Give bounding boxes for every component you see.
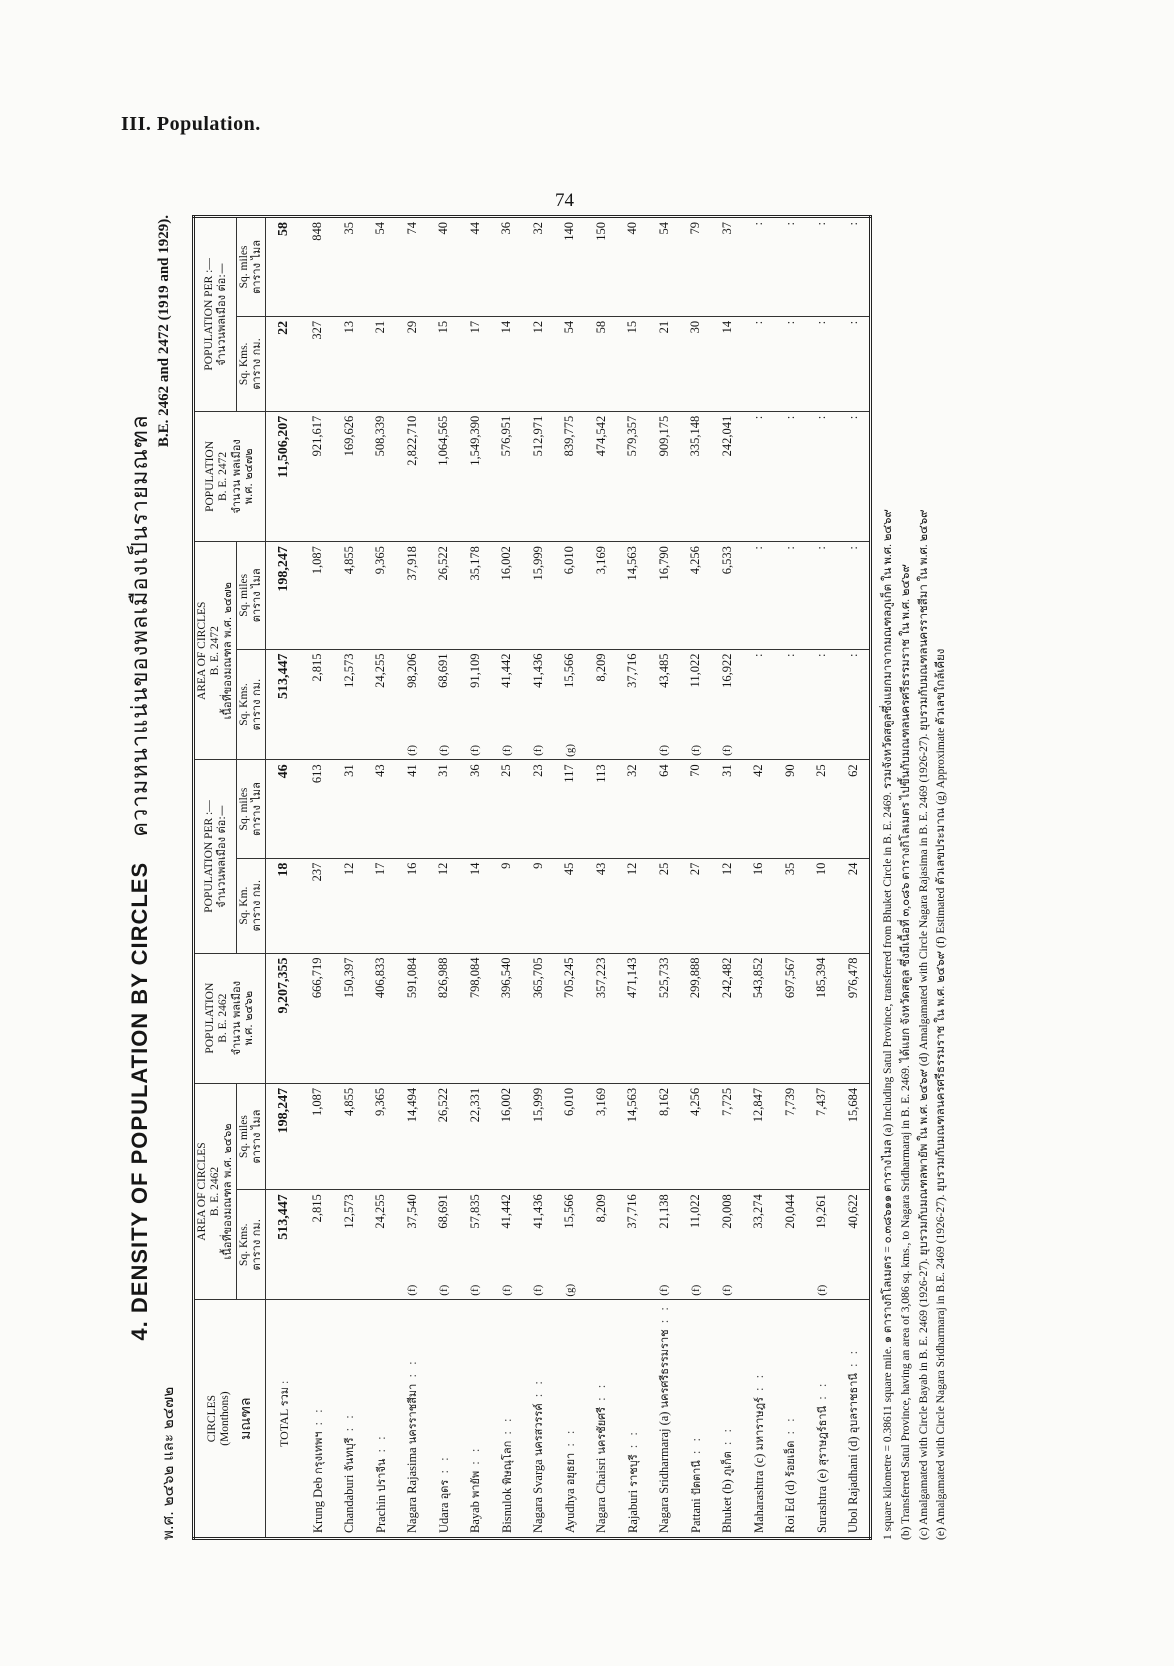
col-pop-2472: POPULATION B. E. 2472 จำนวน พลเมือง พ.ศ. ๒๔๗๒ [194, 411, 266, 541]
cell-a1m: 3,169 [585, 1083, 617, 1189]
cell-d2k: 29 [396, 316, 428, 411]
cell-a1k: 20,008 [719, 1194, 734, 1229]
cell-p1: 697,567 [774, 953, 806, 1083]
cell-a2k: 11,022 [688, 653, 703, 688]
cell-a1m: 4,855 [333, 1083, 365, 1189]
total-pop-1: 9,207,355 [265, 953, 302, 1083]
cell-a2m: 4,855 [333, 542, 365, 649]
cell-d2k: 13 [333, 316, 365, 411]
cell-a1m: 12,847 [743, 1083, 775, 1189]
total-per-2-km: 22 [265, 316, 302, 411]
total-per-1-mile: 46 [265, 760, 302, 858]
sub-sq-miles-4: Sq. miles ตาราง ไมล [237, 217, 266, 317]
circle-name: Prachin ปราจีน : : [365, 1300, 397, 1539]
cell-a2m: 6,010 [554, 542, 586, 649]
circle-name: Krung Deb กรุงเทพฯ : : [302, 1300, 334, 1539]
cell-a1k: 40,622 [845, 1194, 860, 1229]
circle-name: Nagara Chaisri นครชัยศรี : : [585, 1300, 617, 1539]
cell-p2: 1,064,565 [428, 411, 460, 541]
cell-p1: 406,833 [365, 953, 397, 1083]
cell-d1k: 17 [365, 858, 397, 953]
cell-p1: 826,988 [428, 953, 460, 1083]
table-row [459, 217, 491, 1539]
cell-d2k: 54 [554, 316, 586, 411]
cell-a1k: 12,573 [341, 1194, 356, 1229]
cell-d2m: 74 [396, 217, 428, 317]
circle-name: Maharashtra (c) มหาราษฎร์ : : [743, 1300, 775, 1539]
table-title-english: 4. DENSITY OF POPULATION BY CIRCLES [127, 861, 152, 1341]
total-area-1-miles: 198,247 [265, 1083, 302, 1189]
cell-p2: 921,617 [302, 411, 334, 541]
table-row [396, 217, 428, 1539]
cell-a1m: 7,725 [711, 1083, 743, 1189]
cell-f1: (f) [648, 1281, 680, 1300]
cell-a1k: 37,716 [625, 1194, 640, 1229]
cell-f1 [743, 1281, 775, 1300]
circle-name: Pattani ปัตตานี : : [680, 1300, 712, 1539]
cell-d1m: 31 [333, 760, 365, 858]
cell-d1m: 42 [743, 760, 775, 858]
cell-a2m: 35,178 [459, 542, 491, 649]
cell-a1k: 20,044 [782, 1194, 797, 1229]
cell-a1m: 15,999 [522, 1083, 554, 1189]
table-row [774, 217, 806, 1539]
sub-sq-kms-3: Sq. Kms. ตาราง กม. [237, 649, 266, 760]
cell-f1: (f) [428, 1281, 460, 1300]
cell-d1m: 23 [522, 760, 554, 858]
footnotes [880, 215, 951, 1540]
cell-d1k: 14 [459, 858, 491, 953]
page-number: 74 [555, 190, 574, 211]
cell-a2m: 6,533 [711, 542, 743, 649]
cell-p1: 396,540 [491, 953, 523, 1083]
table-row [680, 217, 712, 1539]
col-pop-2462: POPULATION B. E. 2462 จำนวน พลเมือง พ.ศ. ๒๔๖๒ [194, 953, 266, 1083]
cell-a2k: : [751, 653, 766, 658]
cell-a2k: 24,255 [373, 653, 388, 688]
cell-a1m: 7,739 [774, 1083, 806, 1189]
cell-p1: 798,084 [459, 953, 491, 1083]
cell-p1: 525,733 [648, 953, 680, 1083]
cell-a2m: 1,087 [302, 542, 334, 649]
cell-f1 [774, 1281, 806, 1300]
cell-a2m: 14,563 [617, 542, 649, 649]
cell-p1: 242,482 [711, 953, 743, 1083]
table-row [585, 217, 617, 1539]
total-label: TOTAL รวม : [265, 1300, 302, 1539]
density-table [192, 215, 872, 1540]
cell-a1k: 37,540 [404, 1194, 419, 1229]
table-row [302, 217, 334, 1539]
cell-f2 [585, 741, 617, 760]
cell-a2m: 16,790 [648, 542, 680, 649]
col-area-2462: AREA OF CIRCLES B. E. 2462 เนื้อที่ของมณฑล พ.ศ. ๒๔๖๒ [194, 1083, 237, 1299]
cell-a2k: 2,815 [310, 653, 325, 682]
circle-name: Ayudhya อยุธยา : : [554, 1300, 586, 1539]
cell-f2: (f) [459, 741, 491, 760]
total-area-2-kms: 513,447 [275, 653, 291, 700]
circle-name: Nagara Svarga นครสวรรค์ : : [522, 1300, 554, 1539]
cell-d2m: 35 [333, 217, 365, 317]
cell-a1k: 24,255 [373, 1194, 388, 1229]
cell-d2k: 12 [522, 316, 554, 411]
cell-f1: (f) [491, 1281, 523, 1300]
circle-name: Bayab พายัพ : : [459, 1300, 491, 1539]
rotated-table-sheet [122, 215, 1042, 1540]
sub-sq-miles-2: Sq. miles ตาราง ไมล [237, 760, 266, 858]
cell-d2m: 36 [491, 217, 523, 317]
cell-d1k: 27 [680, 858, 712, 953]
table-row [743, 217, 775, 1539]
cell-f1: (f) [680, 1281, 712, 1300]
cell-a1k: 21,138 [656, 1194, 671, 1229]
cell-d2m: : [837, 217, 870, 317]
cell-f1: (f) [522, 1281, 554, 1300]
cell-d1k: 12 [333, 858, 365, 953]
circle-name: Udara อุดร : : [428, 1300, 460, 1539]
cell-d1k: 24 [837, 858, 870, 953]
cell-a1k: 19,261 [814, 1194, 829, 1229]
cell-d1k: 12 [711, 858, 743, 953]
cell-d1m: 25 [806, 760, 838, 858]
footnote-line: (b) Transferred Satul Province, having an area of 3,086 sq. kms., to Nagara Sridharmaraj in B. E. 2469. ได้แยก จังหวัดสตูล ซึ่งมีเนื้อที่ ๓,๐๘๖ ตารางกิโลเมตร ไปขึ้นกับมณฑลนครศรีธรรมราช ใน พ.ศ. ๒๔๖๙ [899, 564, 912, 1540]
cell-f2 [806, 741, 838, 760]
cell-d1m: 31 [428, 760, 460, 858]
cell-a2m: 9,365 [365, 542, 397, 649]
cell-d1m: 36 [459, 760, 491, 858]
cell-a2k: : [782, 653, 797, 658]
total-pop-2: 11,506,207 [265, 411, 302, 541]
cell-a2m: 16,002 [491, 542, 523, 649]
cell-p1: 471,143 [617, 953, 649, 1083]
cell-f2 [743, 741, 775, 760]
cell-p1: 543,852 [743, 953, 775, 1083]
cell-d1k: 45 [554, 858, 586, 953]
cell-p2: 909,175 [648, 411, 680, 541]
col-per-2462: POPULATION PER :— จำนวนพลเมือง ต่อ:— [194, 760, 237, 953]
cell-a1m: 26,522 [428, 1083, 460, 1189]
cell-d2k: : [743, 316, 775, 411]
cell-a2m: 4,256 [680, 542, 712, 649]
cell-p2: 579,357 [617, 411, 649, 541]
cell-p2: 839,775 [554, 411, 586, 541]
cell-d1m: 41 [396, 760, 428, 858]
cell-f1 [585, 1281, 617, 1300]
cell-p2: 576,951 [491, 411, 523, 541]
cell-a1m: 9,365 [365, 1083, 397, 1189]
cell-d2m: 32 [522, 217, 554, 317]
cell-d1k: 237 [302, 858, 334, 953]
cell-a2k: 16,922 [719, 653, 734, 688]
sub-sq-kms-1: Sq. Kms. ตาราง กม. [237, 1190, 266, 1300]
cell-d1m: 613 [302, 760, 334, 858]
circle-name: Surashtra (e) สุราษฎร์ธานี : : [806, 1300, 838, 1539]
cell-d2m: : [806, 217, 838, 317]
cell-f1 [837, 1281, 870, 1300]
sub-sq-miles-3: Sq. miles ตาราง ไมล [237, 542, 266, 649]
cell-d1m: 43 [365, 760, 397, 858]
sub-sq-miles-1: Sq. miles ตาราง ไมล [237, 1083, 266, 1189]
cell-d1m: 25 [491, 760, 523, 858]
cell-d2k: 15 [428, 316, 460, 411]
table-row [522, 217, 554, 1539]
table-row [711, 217, 743, 1539]
cell-a2m: : [774, 542, 806, 649]
cell-f2 [302, 741, 334, 760]
cell-d2k: 21 [648, 316, 680, 411]
cell-d2k: 30 [680, 316, 712, 411]
cell-f2: (g) [554, 741, 586, 760]
cell-d2m: 40 [428, 217, 460, 317]
cell-d1k: 25 [648, 858, 680, 953]
cell-d2m: : [743, 217, 775, 317]
cell-d2m: 40 [617, 217, 649, 317]
cell-a1m: 14,563 [617, 1083, 649, 1189]
cell-p1: 976,478 [837, 953, 870, 1083]
cell-p2: : [837, 411, 870, 541]
cell-p1: 365,705 [522, 953, 554, 1083]
cell-p1: 185,394 [806, 953, 838, 1083]
circle-name: Chandaburi จันทบุรี : : [333, 1300, 365, 1539]
cell-d1k: 35 [774, 858, 806, 953]
table-row [428, 217, 460, 1539]
table-row [491, 217, 523, 1539]
cell-a2k: 41,442 [499, 653, 514, 688]
cell-d1k: 9 [522, 858, 554, 953]
table-title [122, 215, 157, 1540]
cell-f1 [302, 1281, 334, 1300]
cell-d1k: 16 [743, 858, 775, 953]
cell-d2m: 54 [365, 217, 397, 317]
cell-d2m: 54 [648, 217, 680, 317]
table-row [333, 217, 365, 1539]
cell-a2k: : [814, 653, 829, 658]
footnote-line: (e) Amalgamated with Circle Nagara Sridharmaraj in B.E. 2469 (1926-27). ยุบรวมกับมณฑลนครศรีธรรมราช ใน พ.ศ. ๒๔๖๙ (f) Estimated ตัวเลขประมาณ (g) Approximate ตัวเลขใกล้เคียง [935, 648, 948, 1540]
cell-p1: 299,888 [680, 953, 712, 1083]
cell-p2: 508,339 [365, 411, 397, 541]
cell-d2k: : [774, 316, 806, 411]
total-per-1-km: 18 [265, 858, 302, 953]
cell-a2k: 12,573 [341, 653, 356, 688]
cell-a2k: 15,566 [562, 653, 577, 688]
cell-a1m: 4,256 [680, 1083, 712, 1189]
cell-p1: 357,223 [585, 953, 617, 1083]
cell-d1m: 64 [648, 760, 680, 858]
cell-d1k: 9 [491, 858, 523, 953]
cell-a1k: 15,566 [562, 1194, 577, 1229]
cell-a2k: 8,209 [593, 653, 608, 682]
cell-a2m: : [743, 542, 775, 649]
cell-f1: (f) [806, 1281, 838, 1300]
cell-a1m: 8,162 [648, 1083, 680, 1189]
cell-d1m: 62 [837, 760, 870, 858]
cell-p1: 666,719 [302, 953, 334, 1083]
cell-d2k: 58 [585, 316, 617, 411]
circle-name: Bhuket (b) ภูเก็ต : : [711, 1300, 743, 1539]
cell-a1m: 14,494 [396, 1083, 428, 1189]
cell-p2: : [743, 411, 775, 541]
cell-f2: (f) [648, 741, 680, 760]
cell-f2 [617, 741, 649, 760]
cell-a2m: : [806, 542, 838, 649]
cell-a2m: 26,522 [428, 542, 460, 649]
cell-d2m: 79 [680, 217, 712, 317]
cell-d1k: 12 [617, 858, 649, 953]
cell-f2: (f) [396, 741, 428, 760]
cell-a2k: 98,206 [404, 653, 419, 688]
circle-name: Nagara Rajasima นครราชสีมา : : [396, 1300, 428, 1539]
col-circles: CIRCLES (Monthons) มณฑล [194, 1300, 266, 1539]
section-title: III. Population. [121, 113, 261, 135]
cell-p2: 242,041 [711, 411, 743, 541]
cell-p2: : [806, 411, 838, 541]
cell-d2k: : [806, 316, 838, 411]
cell-a1k: 41,442 [499, 1194, 514, 1229]
cell-p2: 169,626 [333, 411, 365, 541]
cell-d2k: 17 [459, 316, 491, 411]
table-row [554, 217, 586, 1539]
circle-name: Rajaburi ราชบุรี : : [617, 1300, 649, 1539]
cell-d2m: 140 [554, 217, 586, 317]
cell-f2 [837, 741, 870, 760]
cell-f2: (f) [680, 741, 712, 760]
cell-f1: (f) [711, 1281, 743, 1300]
cell-a1k: 8,209 [593, 1194, 608, 1223]
cell-f1: (g) [554, 1281, 586, 1300]
cell-a2k: : [845, 653, 860, 658]
sub-sq-km-2: Sq. Km. ตาราง กม. [237, 858, 266, 953]
cell-a2m: 15,999 [522, 542, 554, 649]
circle-name: Nagara Sridharmaraj (a) นครศรีธรรมราช : : [648, 1300, 680, 1539]
cell-a1k: 11,022 [688, 1194, 703, 1229]
cell-p1: 591,084 [396, 953, 428, 1083]
cell-d1k: 16 [396, 858, 428, 953]
cell-a1k: 41,436 [530, 1194, 545, 1229]
cell-a1m: 22,331 [459, 1083, 491, 1189]
cell-d2k: 15 [617, 316, 649, 411]
cell-p2: 512,971 [522, 411, 554, 541]
cell-d2k: 327 [302, 316, 334, 411]
cell-a1k: 2,815 [310, 1194, 325, 1223]
cell-p2: 2,822,710 [396, 411, 428, 541]
cell-f1: (f) [396, 1281, 428, 1300]
total-per-2-mile: 58 [265, 217, 302, 317]
cell-f2 [333, 741, 365, 760]
total-area-1-kms: 513,447 [275, 1194, 291, 1240]
cell-d1m: 117 [554, 760, 586, 858]
footnote-line: 1 square kilometre = 0.38611 square mile. ๑ ตารางกิโลเมตร = ๐.๓๘๖๑๑ ตารางไมล (a) Including Satul Province, transferred from Bhuket Circle in B. E. 2469. รวมจังหวัดสตูลซึ่งแยกมาจากมณฑลภูเก็ต ใน พ.ศ. ๒๔๖๙ [881, 509, 894, 1540]
cell-p2: : [774, 411, 806, 541]
cell-d2m: 848 [302, 217, 334, 317]
cell-p1: 705,245 [554, 953, 586, 1083]
table-row [365, 217, 397, 1539]
cell-d1m: 90 [774, 760, 806, 858]
cell-a1m: 6,010 [554, 1083, 586, 1189]
cell-p2: 474,542 [585, 411, 617, 541]
col-area-2472: AREA OF CIRCLES B. E. 2472 เนื้อที่ของมณฑล พ.ศ. ๒๔๗๒ [194, 542, 237, 760]
cell-d1m: 31 [711, 760, 743, 858]
cell-a1k: 33,274 [751, 1194, 766, 1229]
cell-d2k: 14 [711, 316, 743, 411]
cell-f1 [617, 1281, 649, 1300]
table-row [648, 217, 680, 1539]
cell-d1k: 10 [806, 858, 838, 953]
cell-a1m: 16,002 [491, 1083, 523, 1189]
cell-d2k: 21 [365, 316, 397, 411]
cell-p1: 150,397 [333, 953, 365, 1083]
cell-d1m: 113 [585, 760, 617, 858]
table-title-thai: ความหนาแน่นของพลเมืองเป็นรายมณฑล [128, 414, 153, 837]
cell-f2 [774, 741, 806, 760]
circle-name: Roi Ed (d) ร้อยเอ็ด : : [774, 1300, 806, 1539]
cell-f2: (f) [711, 741, 743, 760]
cell-a2m: 37,918 [396, 542, 428, 649]
col-per-2472: POPULATION PER :— จำนวนพลเมือง ต่อ:— [194, 217, 237, 412]
cell-a2k: 41,436 [530, 653, 545, 688]
cell-f2: (f) [491, 741, 523, 760]
cell-f1: (f) [459, 1281, 491, 1300]
cell-d2m: 37 [711, 217, 743, 317]
cell-d2m: : [774, 217, 806, 317]
cell-d2k: : [837, 316, 870, 411]
header-years: B.E. 2462 and 2472 (1919 and 1929). [156, 215, 172, 448]
cell-a1m: 7,437 [806, 1083, 838, 1189]
sub-sq-kms-4: Sq. Kms. ตาราง กม. [237, 316, 266, 411]
cell-a2k: 37,716 [625, 653, 640, 688]
cell-d2m: 150 [585, 217, 617, 317]
cell-a1k: 57,835 [467, 1194, 482, 1229]
cell-d1m: 70 [680, 760, 712, 858]
cell-d2m: 44 [459, 217, 491, 317]
header-thai-years: พ.ศ. ๒๔๖๒ และ ๒๔๗๒ [159, 1386, 177, 1540]
table-row [837, 217, 870, 1539]
sheet-header [122, 215, 192, 1540]
cell-p2: 1,549,390 [459, 411, 491, 541]
total-area-2-miles: 198,247 [265, 542, 302, 649]
cell-a2m: : [837, 542, 870, 649]
cell-a2k: 91,109 [467, 653, 482, 688]
table-row [617, 217, 649, 1539]
cell-a2k: 43,485 [656, 653, 671, 688]
table-row [806, 217, 838, 1539]
cell-a1m: 15,684 [837, 1083, 870, 1189]
cell-d2k: 14 [491, 316, 523, 411]
circle-name: Ubol Rajadhani (d) อุบลราชธานี : : [837, 1300, 870, 1539]
cell-p2: 335,148 [680, 411, 712, 541]
cell-d1m: 32 [617, 760, 649, 858]
cell-f1 [365, 1281, 397, 1300]
cell-d1k: 12 [428, 858, 460, 953]
cell-a1m: 1,087 [302, 1083, 334, 1189]
total-row [265, 217, 302, 1539]
cell-f2 [365, 741, 397, 760]
cell-d1k: 43 [585, 858, 617, 953]
circle-name: Bisnulok พิษณุโลก : : [491, 1300, 523, 1539]
cell-f2: (f) [428, 741, 460, 760]
cell-a2m: 3,169 [585, 542, 617, 649]
cell-f1 [333, 1281, 365, 1300]
cell-a1k: 68,691 [436, 1194, 451, 1229]
cell-f2: (f) [522, 741, 554, 760]
cell-a2k: 68,691 [436, 653, 451, 688]
footnote-line: (c) Amalgamated with Circle Bayab in B. E. 2469 (1926-27). ยุบรวมกับมณฑลพายัพ ใน พ.ศ. ๒๔๖๙ (d) Amalgamated with Circle Nagara Rajasima in B. E. 2469 (1926-27). ยุบรวมกับมณฑลนครราชสีมา ใน พ.ศ. ๒๔๖๙ [917, 509, 930, 1540]
